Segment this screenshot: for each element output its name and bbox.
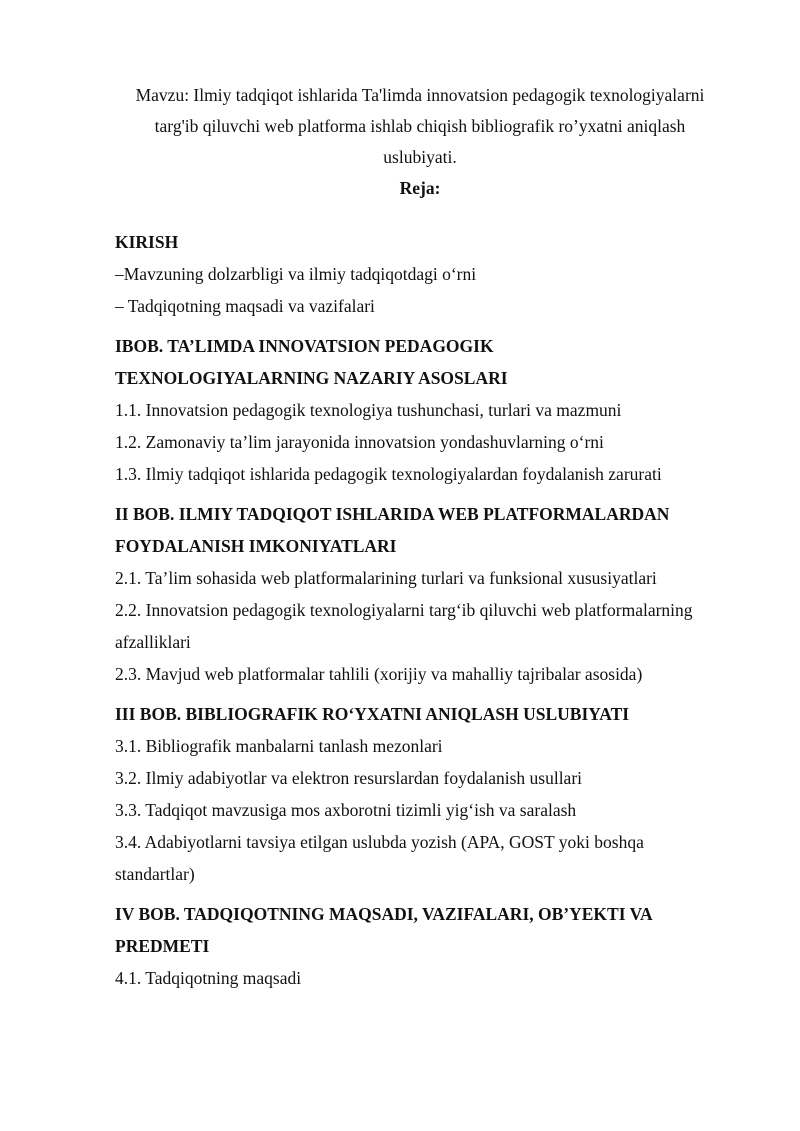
list-item: 2.3. Mavjud web platformalar tahlili (xorijiy va mahalliy tajribalar asosida) (115, 664, 643, 684)
list-item: –Mavzuning dolzarbligi va ilmiy tadqiqotdagi o‘rni (115, 264, 477, 284)
section-intro (115, 226, 755, 322)
list-item: 1.3. Ilmiy tadqiqot ishlarida pedagogik texnologiyalardan foydalanish zarurati (115, 464, 662, 484)
section-heading: TEXNOLOGIYALARNING NAZARIY ASOSLARI (115, 368, 508, 388)
section-chapter-1 (115, 330, 755, 490)
title-line: targ'ib qiluvchi web platforma ishlab chiqish bibliografik ro’yxatni aniqlash (154, 116, 686, 136)
section-chapter-3 (115, 698, 755, 890)
document-title (100, 80, 740, 173)
section-heading: III BOB. BIBLIOGRAFIK RO‘YXATNI ANIQLASH USLUBIYATI (115, 704, 630, 724)
section-chapter-4 (115, 898, 755, 994)
section-chapter-2 (115, 498, 755, 690)
list-item: afzalliklari (115, 632, 191, 652)
list-item: 3.3. Tadqiqot mavzusiga mos axborotni tizimli yig‘ish va saralash (115, 800, 577, 820)
list-item: 4.1. Tadqiqotning maqsadi (115, 968, 302, 988)
title-line: Mavzu: Ilmiy tadqiqot ishlarida Ta'limda innovatsion pedagogik texnologiyalarni (135, 85, 705, 105)
title-line: uslubiyati. (383, 147, 457, 167)
list-item: 3.1. Bibliografik manbalarni tanlash mezonlari (115, 736, 443, 756)
section-heading: FOYDALANISH IMKONIYATLARI (115, 536, 397, 556)
section-heading: KIRISH (115, 232, 179, 252)
list-item: 3.4. Adabiyotlarni tavsiya etilgan uslubda yozish (APA, GOST yoki boshqa (115, 832, 644, 852)
list-item: 2.2. Innovatsion pedagogik texnologiyalarni targ‘ib qiluvchi web platformalarning (115, 600, 693, 620)
plan-heading: Reja: (399, 178, 441, 198)
list-item: 2.1. Ta’lim sohasida web platformalarining turlari va funksional xususiyatlari (115, 568, 657, 588)
list-item: 1.2. Zamonaviy ta’lim jarayonida innovatsion yondashuvlarning o‘rni (115, 432, 604, 452)
list-item: 1.1. Innovatsion pedagogik texnologiya tushunchasi, turlari va mazmuni (115, 400, 622, 420)
list-item: – Tadqiqotning maqsadi va vazifalari (115, 296, 375, 316)
plan-content (115, 226, 755, 994)
section-heading: PREDMETI (115, 936, 210, 956)
section-heading: II BOB. ILMIY TADQIQOT ISHLARIDA WEB PLATFORMALARDAN (115, 504, 670, 524)
section-heading: IV BOB. TADQIQOTNING MAQSADI, VAZIFALARI, OB’YEKTI VA (115, 904, 653, 924)
list-item: 3.2. Ilmiy adabiyotlar va elektron resurslardan foydalanish usullari (115, 768, 583, 788)
section-heading: IBOB. TA’LIMDA INNOVATSION PEDAGOGIK (115, 336, 494, 356)
list-item: standartlar) (115, 864, 195, 884)
